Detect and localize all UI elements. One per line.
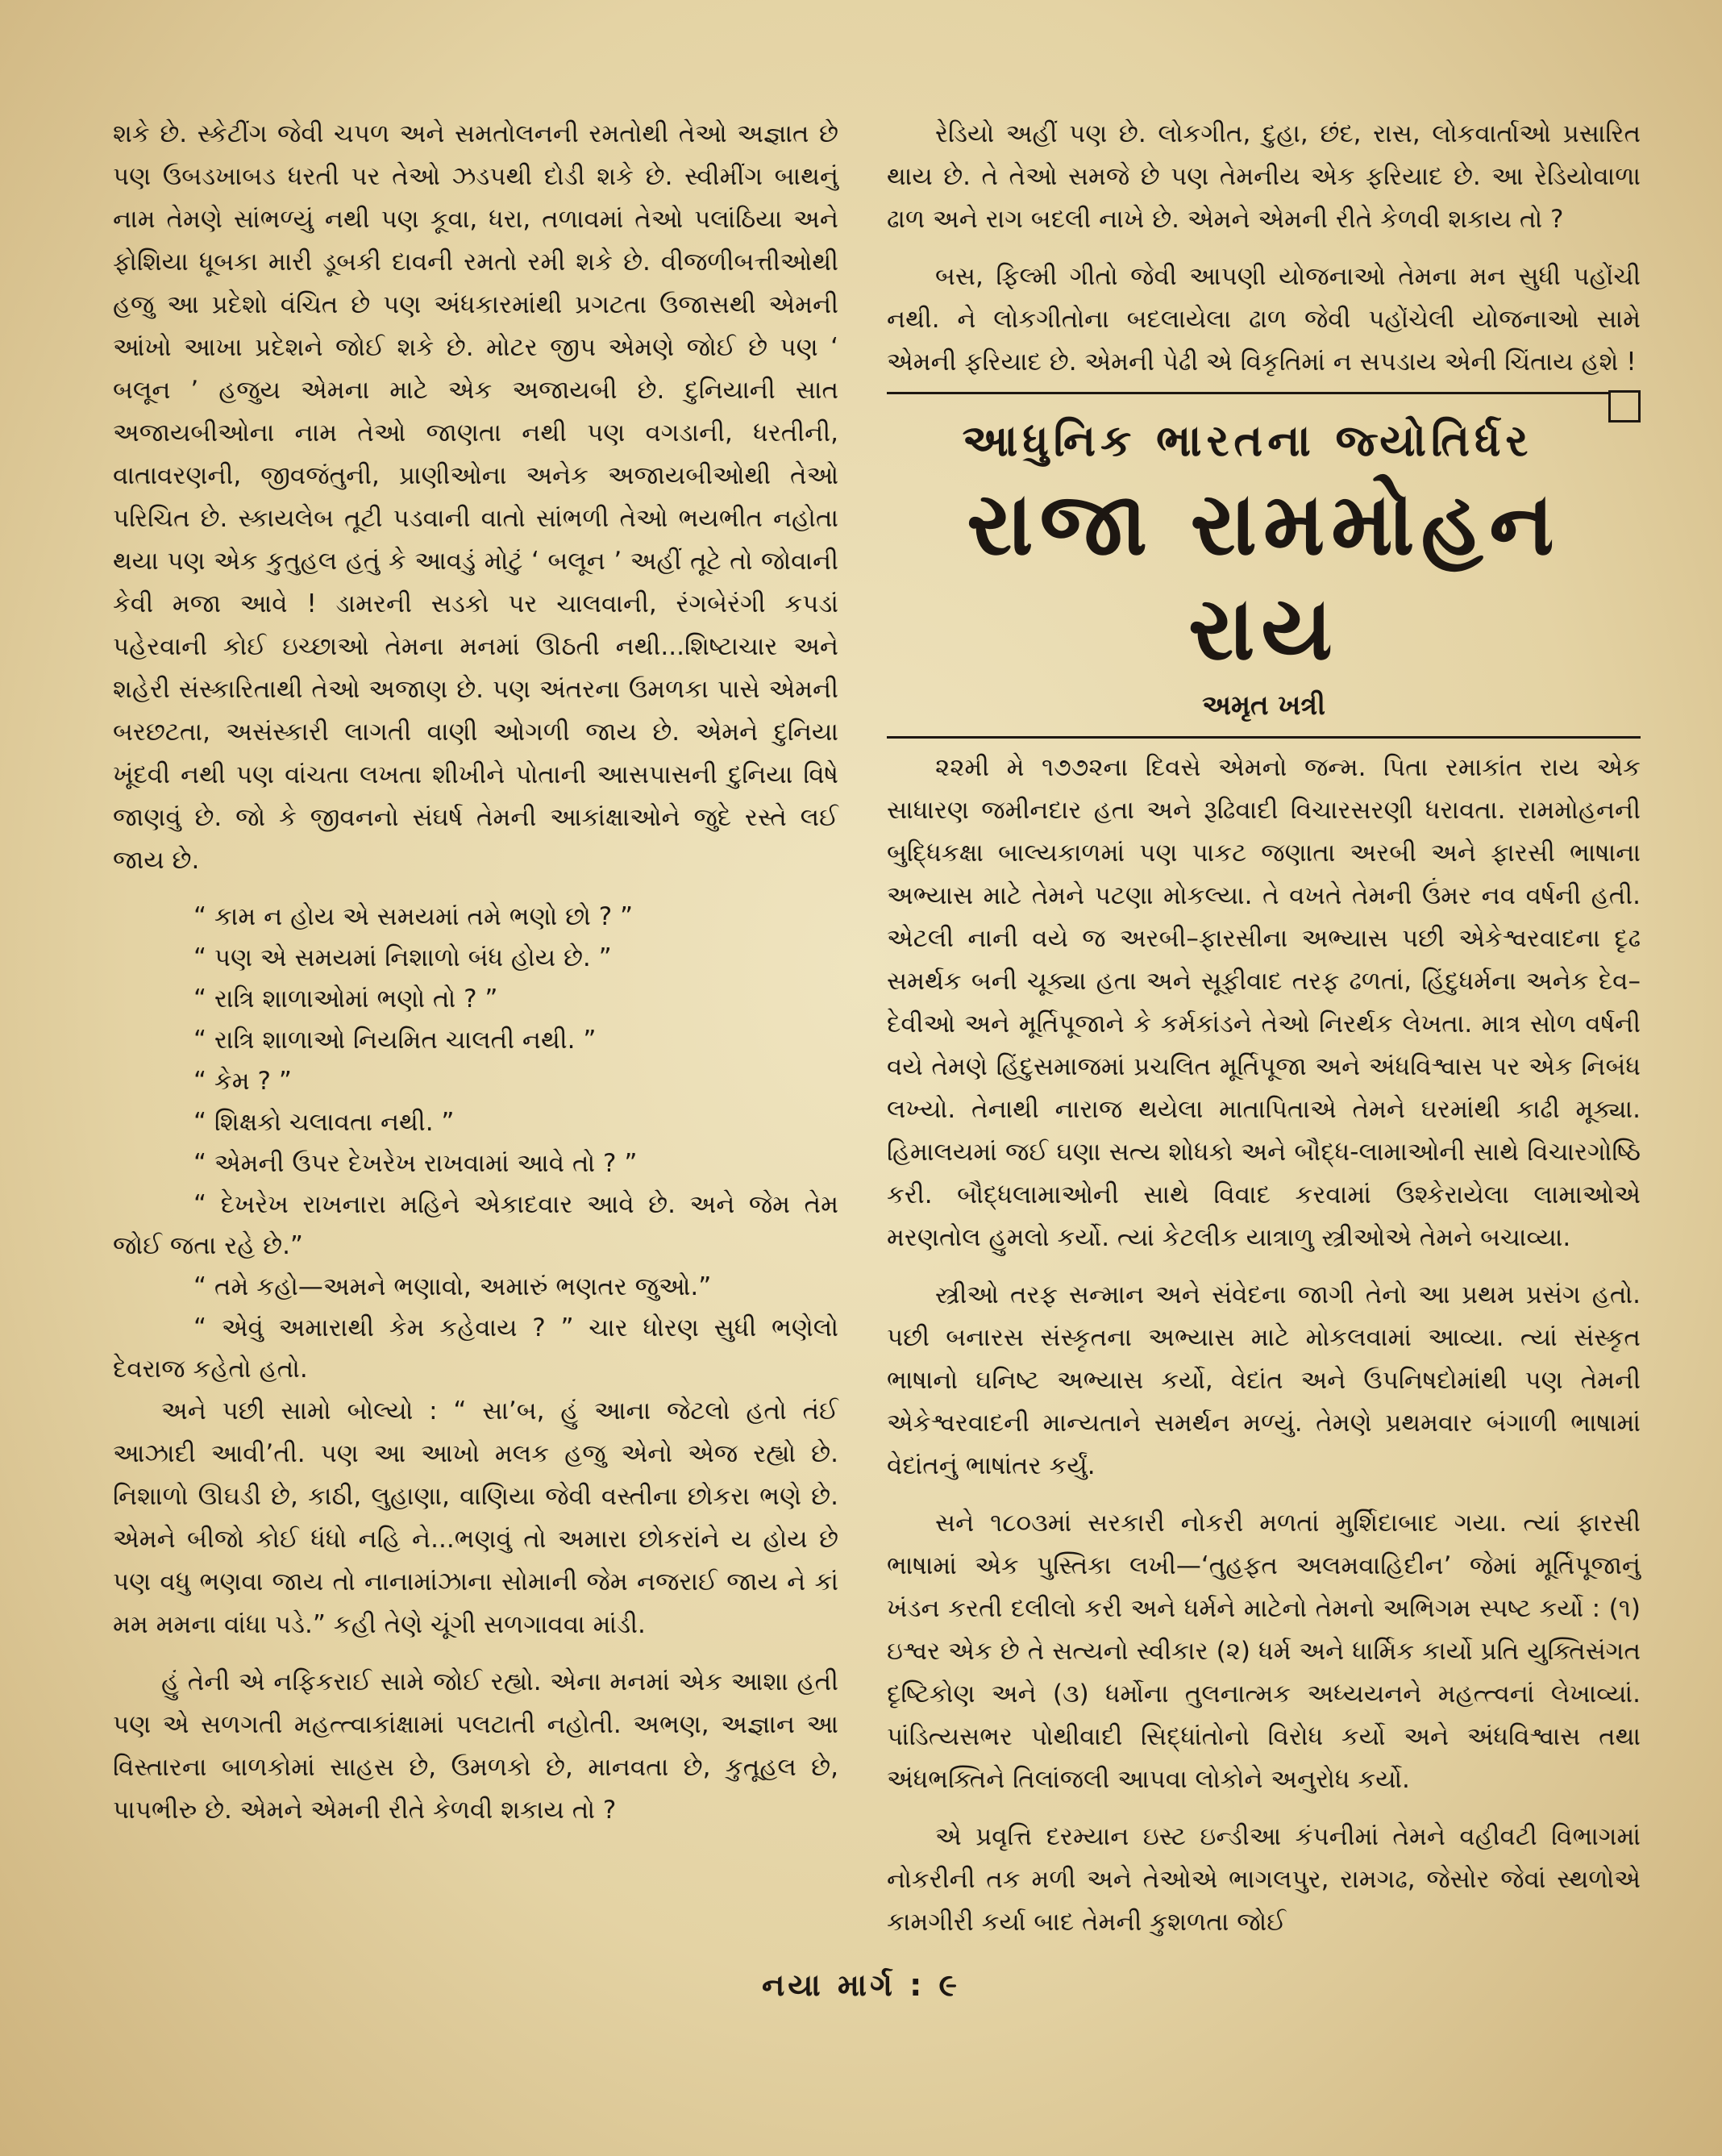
dialog-line: “ એવું અમારાથી કેમ કહેવાય ? ” ચાર ધોરણ સુધી ભણેલો દેવરાજ કહેતો હતો. (113, 1313, 838, 1384)
left-paragraph-3: હું તેની એ નફિકરાઈ સામે જોઈ રહ્યો. એના મનમાં એક આશા હતી પણ એ સળગતી મહત્ત્વાકાંક્ષામાં પલટાતી નહોતી. અભણ, અજ્ઞાન આ વિસ્તારના બાળકોમાં સાહસ છે, ઉમળકો છે, માનવતા છે, કુતૂહલ છે, પાપભીરુ છે. એમને એમની રીતે કેળવી શકાય તો ? (113, 1667, 838, 1825)
dialog-line: “ તમે કહો—અમને ભણાવો, અમારું ભણતર જુઓ.” (193, 1272, 712, 1301)
dialog-line: “ દેખરેખ રાખનારા મહિને એકાદવાર આવે છે. અને જેમ તેમ જોઈ જતા રહે છે.” (113, 1190, 838, 1260)
dialog-line: “ કેમ ? ” (193, 1067, 292, 1096)
left-paragraph-2: અને પછી સામો બોલ્યો : “ સા’બ, હું આના જેટલો હતો તંઈ આઝાદી આવી’તી. પણ આ આખો મલક હજુ એનો એજ રહ્યો છે. નિશાળો ઊઘડી છે, કાઠી, લુહાણા, વાણિયા જેવી વસ્તીના છોકરા ભણે છે. એમને બીજો કોઈ ધંધો નહિ ને...ભણવું તો અમારા છોકરાંને ય હોય છે પણ વધુ ભણવા જાય તો નાનામાંઝાના સોમાની જેમ નજરાઈ જાય ને કાં મમ મમના વાંધા પડે.” કહી તેણે ચૂંગી સળગાવવા માંડી. (113, 1396, 838, 1639)
dialog-line: “ પણ એ સમયમાં નિશાળો બંધ હોય છે. ” (193, 943, 612, 972)
right-paragraph-1: રેડિયો અહીં પણ છે. લોકગીત, દુહા, છંદ, રાસ, લોકવાર્તાઓ પ્રસારિત થાય છે. તે તેઓ સમજે છે પણ તેમનીય એક ફરિયાદ છે. આ રેડિયોવાળા ઢાળ અને રાગ બદલી નાખે છે. એમને એમની રીતે કેળવી શકાય તો ? (887, 119, 1641, 234)
divider (887, 736, 1641, 739)
dialog-line: “ કામ ન હોય એ સમયમાં તમે ભણો છો ? ” (193, 902, 634, 931)
article-headline: રાજા રામમોહન રાય (967, 473, 1561, 680)
dialog-line: “ શિક્ષકો ચલાવતા નથી. ” (193, 1108, 455, 1137)
dialog-line: “ રાત્રિ શાળાઓમાં ભણો તો ? ” (193, 984, 498, 1013)
right-paragraph-2-text: બસ, ફિલ્મી ગીતો જેવી આપણી યોજનાઓ તેમના મન સુધી પહોંચી નથી. ને લોકગીતોના બદલાયેલા ઢાળ જેવી પહોંચેલી યોજનાઓ સામે એમની ફરિયાદ છે. એમની પેઢી એ વિકૃતિમાં ન સપડાય એની ચિંતાય હશે ! (887, 262, 1641, 377)
article-paragraph: સ્ત્રીઓ તરફ સન્માન અને સંવેદના જાગી તેનો આ પ્રથમ પ્રસંગ હતો. પછી બનારસ સંસ્કૃતના અભ્યાસ માટે મોકલવામાં આવ્યા. ત્યાં સંસ્કૃત ભાષાનો ઘનિષ્ટ અભ્યાસ કર્યો, વેદાંત અને ઉપનિષદોમાંથી પણ તેમની એકેશ્વરવાદની માન્યતાને સમર્થન મળ્યું. તેમણે પ્રથમવાર બંગાળી ભાષામાં વેદાંતનું ભાષાંતર કર્યું. (887, 1280, 1641, 1480)
article-byline: અમૃત ખત્રી (1202, 689, 1325, 722)
article-kicker: આધુનિક ભારતના જ્યોતિર્ધર (962, 415, 1533, 466)
right-column (887, 113, 1641, 1958)
dialog-list (113, 897, 838, 1390)
article-paragraph: એ પ્રવૃત્તિ દરમ્યાન ઇસ્ટ ઇન્ડીઆ કંપનીમાં તેમને વહીવટી વિભાગમાં નોકરીની તક મળી અને તેઓએ ભાગલપુર, રામગઢ, જેસોર જેવાં સ્થળોએ કામગીરી કર્યા બાદ તેમની કુશળતા જોઈ (887, 1822, 1641, 1937)
dialog-line: “ રાત્રિ શાળાઓ નિયમિત ચાલતી નથી. ” (193, 1026, 597, 1055)
article-paragraph: ૨૨મી મે ૧૭૭૨ના દિવસે એમનો જન્મ. પિતા રમાકાંત રાય એક સાધારણ જમીનદાર હતા અને રૂઢિવાદી વિચારસરણી ધરાવતા. રામમોહનની બુદ્ધિકક્ષા બાલ્યકાળમાં પણ પાકટ જણાતા અરબી અને ફારસી ભાષાના અભ્યાસ માટે તેમને પટણા મોકલ્યા. તે વખતે તેમની ઉંમર નવ વર્ષની હતી. એટલી નાની વયે જ અરબી–ફારસીના અભ્યાસ પછી એકેશ્વરવાદના દૃઢ સમર્થક બની ચૂક્યા હતા અને સૂફીવાદ તરફ ઢળતાં, હિંદુધર્મના અનેક દેવ–દેવીઓ અને મૂર્તિપૂજાને કે કર્મકાંડને તેઓ નિરર્થક લેખતા. માત્ર સોળ વર્ષની વયે તેમણે હિંદુસમાજમાં પ્રચલિત મૂર્તિપૂજા અને અંધવિશ્વાસ પર એક નિબંધ લખ્યો. તેનાથી નારાજ થયેલા માતાપિતાએ તેમને ઘરમાંથી કાઢી મૂક્યા. હિમાલયમાં જઈ ઘણા સત્ય શોધકો અને બૌદ્ધ-લામાઓની સાથે વિચારગોષ્ઠિ કરી. બૌદ્ધલામાઓની સાથે વિવાદ કરવામાં ઉશ્કેરાયેલા લામાઓએ મરણતોલ હુમલો કર્યો. ત્યાં કેટલીક યાત્રાળુ સ્ત્રીઓએ તેમને બચાવ્યા. (887, 753, 1641, 1252)
article-paragraph: સને ૧૮૦૩માં સરકારી નોકરી મળતાં મુર્શિદાબાદ ગયા. ત્યાં ફારસી ભાષામાં એક પુસ્તિકા લખી—‘તુહફત અલમવાહિદીન’ જેમાં મૂર્તિપૂજાનું ખંડન કરતી દલીલો કરી અને ધર્મને માટેનો તેમનો અભિગમ સ્પષ્ટ કર્યો : (૧) ઇશ્વર એક છે તે સત્યનો સ્વીકાર (૨) ધર્મ અને ધાર્મિક કાર્યો પ્રતિ યુક્તિસંગત દૃષ્ટિકોણ અને (૩) ધર્મોના તુલનાત્મક અધ્યયનને મહત્ત્વનાં લેખાવ્યાં. પાંડિત્યસભર પોથીવાદી સિદ્ધાંતોનો વિરોધ કર્યો અને અંધવિશ્વાસ તથા અંધભક્તિને તિલાંજલી આપવા લોકોને અનુરોધ કર્યો. (887, 1509, 1641, 1794)
end-mark-icon (1608, 390, 1641, 422)
left-paragraph-1: શકે છે. સ્કેટીંગ જેવી ચપળ અને સમતોલનની રમતોથી તેઓ અજ્ઞાત છે પણ ઉબડખાબડ ધરતી પર તેઓ ઝડપથી દોડી શકે છે. સ્વીમીંગ બાથનું નામ તેમણે સાંભળ્યું નથી પણ કૂવા, ધરા, તળાવમાં તેઓ પલાંઠિયા અને ફોશિયા ધૂબકા મારી ડૂબકી દાવની રમતો રમી શકે છે. વીજળીબત્તીઓથી હજુ આ પ્રદેશો વંચિત છે પણ અંધકારમાંથી પ્રગટતા ઉજાસથી એમની આંખો આખા પ્રદેશને જોઈ શકે છે. મોટર જીપ એમણે જોઈ છે પણ ‘ બલૂન ’ હજુય એમના માટે એક અજાયબી છે. દુનિયાની સાત અજાયબીઓના નામ તેઓ જાણતા નથી પણ વગડાની, ધરતીની, વાતાવરણની, જીવજંતુની, પ્રાણીઓના અનેક અજાયબીઓથી તેઓ પરિચિત છે. સ્કાયલેબ તૂટી પડવાની વાતો સાંભળી તેઓ ભયભીત નહોતા થયા પણ એક કુતુહલ હતું કે આવડું મોટું ‘ બલૂન ’ અહીં તૂટે તો જોવાની કેવી મજા આવે ! ડામરની સડકો પર ચાલવાની, રંગબેરંગી કપડાં પહેરવાની કોઈ ઇચ્છાઓ તેમના મનમાં ઊઠતી નથી...શિષ્ટાચાર અને શહેરી સંસ્કારિતાથી તેઓ અજાણ છે. પણ અંતરના ઉમળકા પાસે એમની બરછટતા, અસંસ્કારી લાગતી વાણી ઓગળી જાય છે. એમને દુનિયા ખૂંદવી નથી પણ વાંચતા લખતા શીખીને પોતાની આસપાસની દુનિયા વિષે જાણવું છે. જો કે જીવનનો સંઘર્ષ તેમની આકાંક્ષાઓને જુદે રસ્તે લઈ જાય છે. (113, 119, 838, 875)
left-column (113, 113, 838, 1846)
right-paragraph-2 (887, 256, 1641, 384)
divider (887, 392, 1608, 394)
page-footer: નયા માર્ગ : ૯ (761, 1967, 960, 2003)
dialog-line: “ એમની ઉપર દેખરેખ રાખવામાં આવે તો ? ” (193, 1149, 638, 1178)
